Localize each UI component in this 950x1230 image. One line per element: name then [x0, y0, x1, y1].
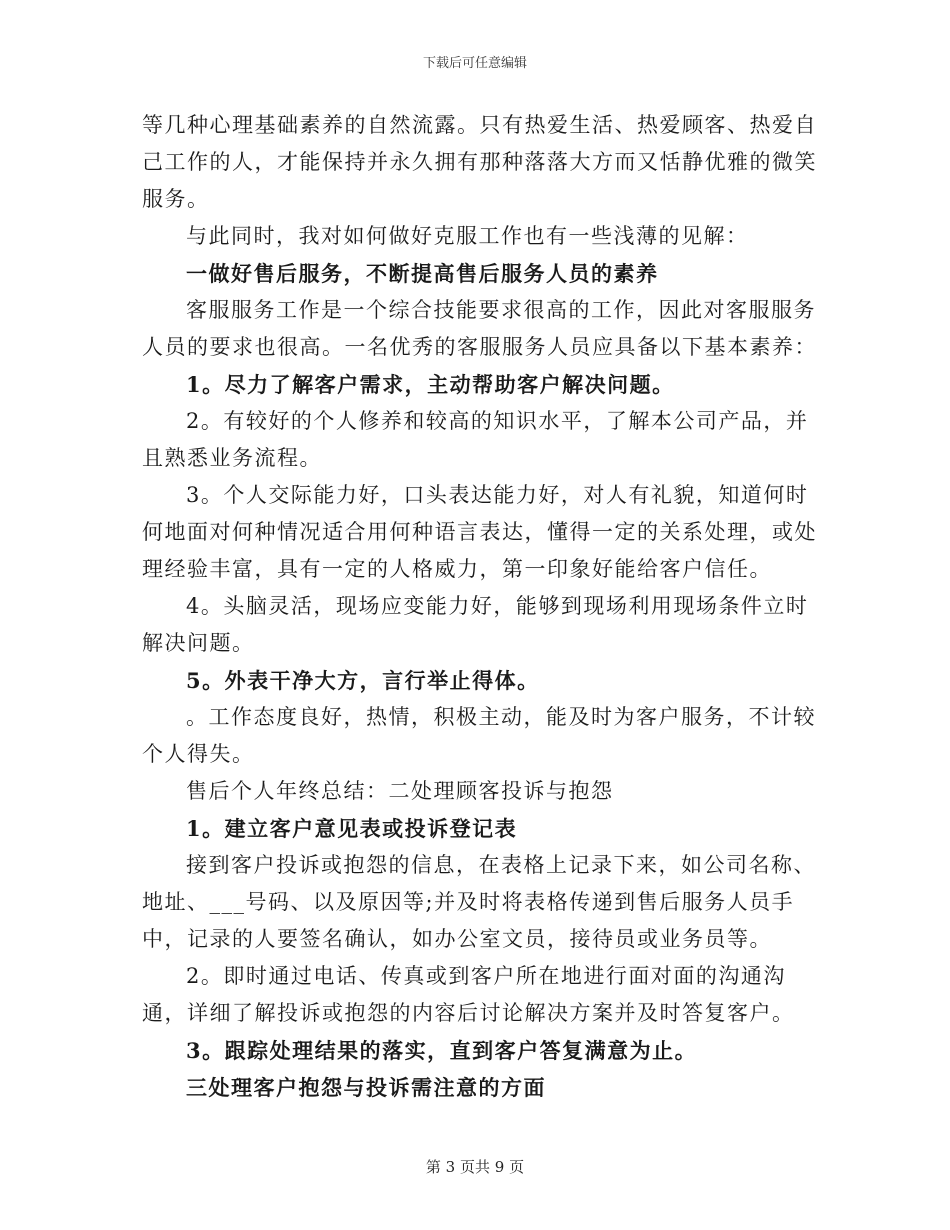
paragraph-4: 接到客户投诉或抱怨的信息，在表格上记录下来，如公司名称、地址、___号码、以及原因等;并及时将表格传递到售后服务人员手中，记录的人要签名确认，如办公室文员，接待员或业务员等。 [142, 853, 816, 951]
page-footer: 第 3 页共 9 页 [425, 1158, 525, 1176]
list-item-2: 2。有较好的个人修养和较高的知识水平，了解本公司产品，并且熟悉业务流程。 [142, 409, 809, 470]
section-heading-2: 售后个人年终总结：二处理顾客投诉与抱怨 [186, 779, 614, 803]
list-item-4: 4。头脑灵活，现场应变能力好，能够到现场利用现场条件立时解决问题。 [142, 594, 809, 655]
section-heading-1: 一做好售后服务，不断提高售后服务人员的素养 [186, 261, 659, 286]
sub-item-1: 1。建立客户意见表或投诉登记表 [186, 816, 518, 841]
list-item-3: 3。个人交际能力好，口头表达能力好，对人有礼貌，知道何时何地面对何种情况适合用何种语言表达，懂得一定的关系处理，或处理经验丰富，具有一定的人格威力，第一印象好能给客户信任。 [142, 483, 817, 581]
sub-item-2: 2。即时通过电话、传真或到客户所在地进行面对面的沟通沟通，详细了解投诉或抱怨的内容后讨论解决方案并及时答复客户。 [142, 964, 795, 1025]
paragraph-2: 与此同时，我对如何做好克服工作也有一些浅薄的见解： [186, 224, 749, 248]
document-body [142, 107, 822, 1106]
paragraph-1: 等几种心理基础素养的自然流露。只有热爱生活、热爱顾客、热爱自己工作的人，才能保持并永久拥有那种落落大方而又恬静优雅的微笑服务。 [142, 113, 817, 211]
sub-item-3: 3。跟踪处理结果的落实，直到客户答复满意为止。 [186, 1038, 698, 1063]
list-item-6: 。工作态度良好，热情，积极主动，能及时为客户服务，不计较个人得失。 [142, 705, 816, 766]
list-item-1: 1。尽力了解客户需求，主动帮助客户解决问题。 [186, 372, 675, 397]
list-item-5: 5。外表干净大方，言行举止得体。 [186, 668, 540, 693]
paragraph-3: 客服服务工作是一个综合技能要求很高的工作，因此对客服服务人员的要求也很高。一名优秀的客服服务人员应具备以下基本素养： [142, 298, 817, 359]
page-header: 下载后可任意编辑 [422, 56, 527, 71]
section-heading-3: 三处理客户抱怨与投诉需注意的方面 [186, 1075, 546, 1100]
